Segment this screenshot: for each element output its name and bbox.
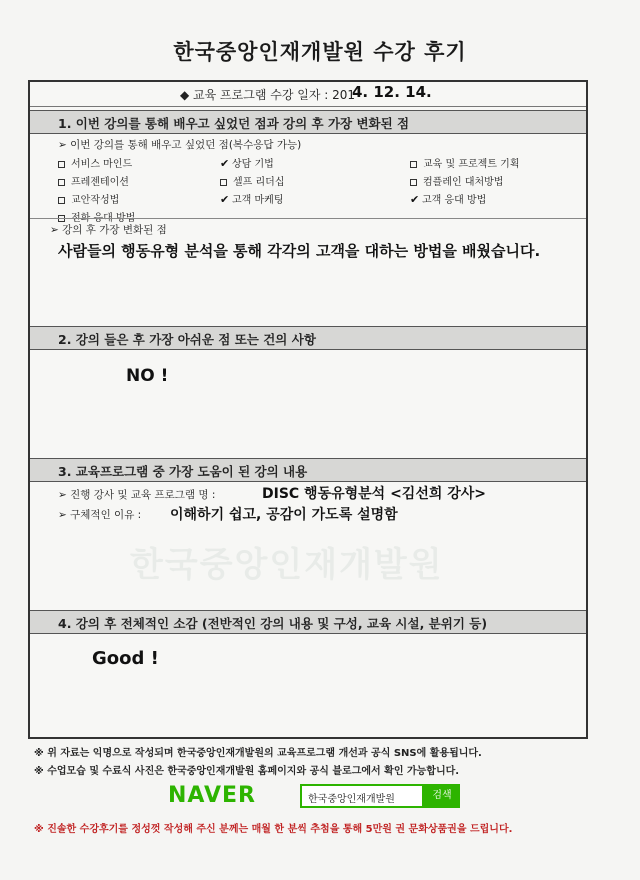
- page-title: 한국중앙인재개발원 수강 후기: [173, 40, 467, 64]
- option-label: 고객 응대 방법: [422, 195, 487, 206]
- section-1-heading: 1. 이번 강의를 통해 배우고 싶었던 점과 강의 후 가장 변화된 점: [30, 110, 586, 134]
- note-3: ※ 진솔한 수강후기를 정성껏 작성해 주신 분께는 매월 한 분씩 추첨을 통해 5만원 권 문화상품권을 드립니다.: [34, 824, 513, 835]
- review-form: [28, 80, 588, 739]
- checkbox-icon: [58, 161, 65, 168]
- section-1-sub1: ➢ 이번 강의를 통해 배우고 싶었던 점(복수응답 가능): [58, 139, 302, 151]
- check-mark-icon: ✔: [410, 193, 420, 206]
- checkbox-icon: [220, 179, 227, 186]
- option-label: 셀프 리더십: [233, 177, 285, 188]
- section-3-a2: 이해하기 쉽고, 공감이 가도록 설명함: [170, 507, 398, 523]
- check-mark-icon: ✔: [220, 157, 230, 170]
- note-2: ※ 수업모습 및 수료식 사진은 한국중앙인재개발원 홈페이지와 공식 블로그에서 확인 가능합니다.: [34, 766, 460, 777]
- option-item[interactable]: [220, 173, 284, 188]
- watermark-text: 한국중앙인재개발원: [130, 545, 444, 585]
- option-item[interactable]: [58, 191, 119, 206]
- checkbox-icon: [58, 197, 65, 204]
- search-input[interactable]: 한국중앙인재개발원: [300, 784, 424, 808]
- option-label: 서비스 마인드: [71, 159, 133, 170]
- option-item[interactable]: [58, 155, 132, 170]
- section-1-sub2: ➢ 강의 후 가장 변화된 점: [50, 224, 167, 236]
- section-3-a1: DISC 행동유형분석 <김선희 강사>: [262, 486, 487, 502]
- checkbox-icon: [410, 179, 417, 186]
- section-4-answer: Good !: [92, 648, 159, 669]
- search-button[interactable]: 검색: [424, 784, 460, 808]
- option-label: 교안작성법: [71, 195, 120, 206]
- section-2-answer: NO !: [126, 366, 169, 386]
- divider: [30, 218, 586, 219]
- note-1: ※ 위 자료는 익명으로 작성되며 한국중앙인재개발원의 교육프로그램 개선과 공식 SNS에 활용됩니다.: [34, 748, 482, 759]
- section-3-q1: ➢ 진행 강사 및 교육 프로그램 명 :: [58, 489, 216, 501]
- naver-logo: NAVER: [168, 783, 256, 808]
- option-label: 교육 및 프로젝트 기획: [423, 159, 520, 170]
- option-item[interactable]: [410, 155, 519, 170]
- section-3-q2: ➢ 구체적인 이유 :: [58, 509, 142, 521]
- check-mark-icon: ✔: [220, 193, 230, 206]
- option-label: 상담 기법: [232, 159, 274, 170]
- option-item[interactable]: [58, 173, 129, 188]
- section-1-answer: 사람들의 행동유형 분석을 통해 각각의 고객을 대하는 방법을 배웠습니다.: [58, 242, 541, 260]
- checkbox-icon: [410, 161, 417, 168]
- option-label: 전화 응대 방법: [71, 213, 136, 224]
- date-value: 4. 12. 14.: [352, 83, 432, 101]
- option-label: 컴플레인 대처방법: [423, 177, 504, 188]
- option-item[interactable]: [220, 155, 274, 170]
- option-item[interactable]: [410, 173, 503, 188]
- date-label: ◆ 교육 프로그램 수강 일자 : 201: [180, 88, 355, 102]
- option-label: 고객 마케팅: [232, 195, 284, 206]
- section-2-heading: 2. 강의 들은 후 가장 아쉬운 점 또는 건의 사항: [30, 326, 586, 350]
- section-3-heading: 3. 교육프로그램 중 가장 도움이 된 강의 내용: [30, 458, 586, 482]
- section-4-heading: 4. 강의 후 전체적인 소감 (전반적인 강의 내용 및 구성, 교육 시설, 분위기 등): [30, 610, 586, 634]
- date-row: [30, 82, 586, 107]
- option-label: 프레젠테이션: [71, 177, 129, 188]
- checkbox-icon: [58, 179, 65, 186]
- option-item[interactable]: [220, 191, 283, 206]
- option-item[interactable]: [410, 191, 486, 206]
